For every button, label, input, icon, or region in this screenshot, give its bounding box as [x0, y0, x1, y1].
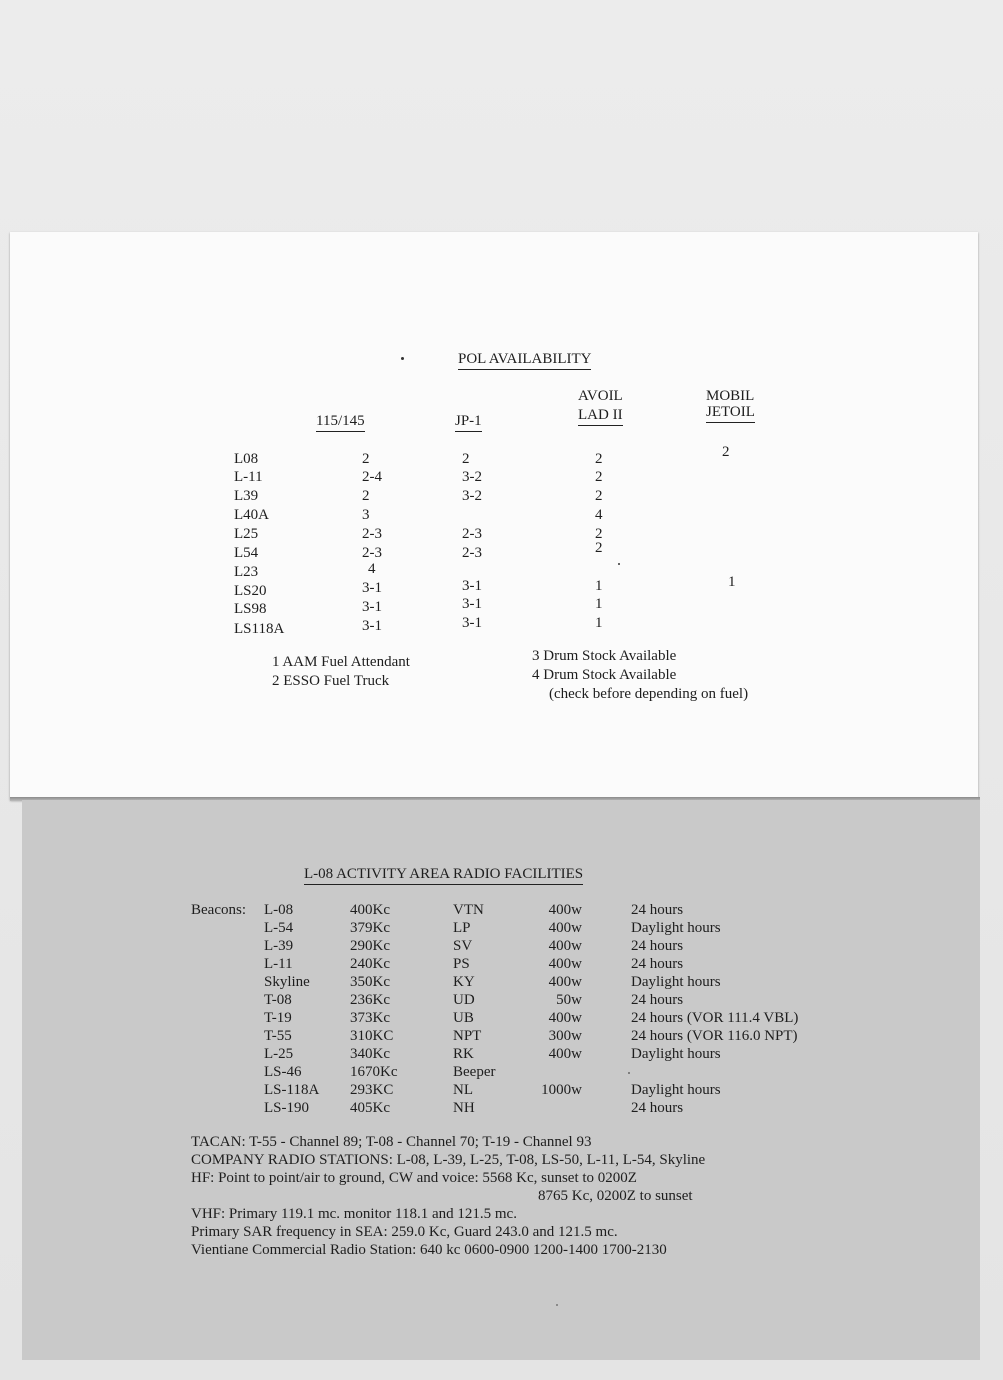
- pol-title: POL AVAILABILITY: [458, 351, 591, 370]
- avoil-cell: 2: [595, 488, 603, 504]
- jp1-cell: 2: [462, 451, 470, 467]
- avoil-cell: 1: [595, 578, 603, 594]
- site-cell: L-08: [264, 902, 294, 918]
- site-cell: LS-118A: [264, 1082, 320, 1098]
- site-cell: L40A: [234, 507, 269, 523]
- site-cell: T-55: [264, 1028, 292, 1044]
- avoil-cell: 1: [595, 596, 603, 612]
- mobil-cell: 2: [722, 444, 730, 460]
- hours-cell: 24 hours (VOR 116.0 NPT): [631, 1028, 798, 1044]
- avoil-cell: 2: [595, 540, 603, 556]
- ident-cell: SV: [453, 938, 473, 954]
- note-vientiane: Vientiane Commercial Radio Station: 640 kc 0600-0900 1200-1400 1700-2130: [191, 1242, 667, 1258]
- freq-cell: 400Kc: [350, 902, 390, 918]
- legend-note: (check before depending on fuel): [549, 686, 749, 702]
- freq-cell: 350Kc: [350, 974, 390, 990]
- site-cell: L-54: [264, 920, 294, 936]
- legend-item-3: 3 Drum Stock Available: [532, 648, 677, 664]
- hours-cell: 24 hours: [631, 902, 684, 918]
- col-header-mobil-line1: MOBIL: [706, 388, 755, 404]
- site-cell: T-08: [264, 992, 292, 1008]
- ident-cell: VTN: [453, 902, 484, 918]
- ink-dot: [556, 1304, 558, 1306]
- radio-title: L-08 ACTIVITY AREA RADIO FACILITIES: [304, 866, 583, 885]
- ident-cell: RK: [453, 1046, 474, 1062]
- c115-cell: 3-1: [362, 618, 382, 634]
- freq-cell: 290Kc: [350, 938, 390, 954]
- avoil-cell: 2: [595, 526, 603, 542]
- ident-cell: UD: [453, 992, 475, 1008]
- freq-cell: 240Kc: [350, 956, 390, 972]
- site-cell: LS-46: [264, 1064, 302, 1080]
- beacons-label: Beacons:: [191, 902, 246, 918]
- freq-cell: 310KC: [350, 1028, 394, 1044]
- ident-cell: NL: [453, 1082, 473, 1098]
- avoil-cell: 1: [595, 615, 603, 631]
- avoil-cell: 4: [595, 507, 603, 523]
- mobil-cell: 1: [728, 574, 736, 590]
- power-cell: 400w: [548, 902, 582, 918]
- jp1-cell: 3-2: [462, 469, 482, 485]
- avoil-cell: 2: [595, 451, 603, 467]
- site-cell: LS98: [234, 601, 267, 617]
- c115-cell: 2: [362, 488, 370, 504]
- site-cell: LS118A: [234, 621, 285, 637]
- site-cell: L25: [234, 526, 259, 542]
- power-cell: 400w: [548, 1010, 582, 1026]
- col-header-jp1: JP-1: [455, 413, 482, 432]
- note-sar: Primary SAR frequency in SEA: 259.0 Kc, Guard 243.0 and 121.5 mc.: [191, 1224, 618, 1240]
- freq-cell: 405Kc: [350, 1100, 390, 1116]
- site-cell: L23: [234, 564, 259, 580]
- site-cell: L-11: [264, 956, 293, 972]
- jp1-cell: 3-2: [462, 488, 482, 504]
- col-header-mobil-line2: JETOIL: [706, 404, 755, 423]
- site-cell: T-19: [264, 1010, 292, 1026]
- hours-cell: 24 hours: [631, 956, 684, 972]
- legend-item-4: 4 Drum Stock Available: [532, 667, 677, 683]
- power-cell: 400w: [548, 974, 582, 990]
- legend-item-1: 1 AAM Fuel Attendant: [272, 654, 410, 670]
- power-cell: 400w: [548, 938, 582, 954]
- legend-item-2: 2 ESSO Fuel Truck: [272, 673, 390, 689]
- jp1-cell: 3-1: [462, 615, 482, 631]
- freq-cell: 373Kc: [350, 1010, 390, 1026]
- hours-cell: 24 hours: [631, 1100, 684, 1116]
- site-cell: L39: [234, 488, 259, 504]
- ident-cell: UB: [453, 1010, 474, 1026]
- power-cell: 400w: [548, 956, 582, 972]
- c115-cell: 2: [362, 451, 370, 467]
- site-cell: L08: [234, 451, 259, 467]
- freq-cell: 236Kc: [350, 992, 390, 1008]
- ident-cell: NPT: [453, 1028, 482, 1044]
- ink-dot: [628, 1072, 630, 1074]
- site-cell: LS-190: [264, 1100, 309, 1116]
- note-vhf: VHF: Primary 119.1 mc. monitor 118.1 and 121.5 mc.: [191, 1206, 517, 1222]
- note-company-radio: COMPANY RADIO STATIONS: L-08, L-39, L-25, T-08, LS-50, L-11, L-54, Skyline: [191, 1152, 706, 1168]
- ident-cell: NH: [453, 1100, 475, 1116]
- site-cell: LS20: [234, 583, 267, 599]
- col-header-avoil-line2: LAD II: [578, 407, 623, 426]
- ink-dot: [401, 357, 404, 360]
- hours-cell: 24 hours (VOR 111.4 VBL): [631, 1010, 799, 1026]
- power-cell: 50w: [556, 992, 582, 1008]
- jp1-cell: 3-1: [462, 578, 482, 594]
- c115-cell: 2-3: [362, 545, 382, 561]
- hours-cell: Daylight hours: [631, 974, 721, 990]
- hours-cell: Daylight hours: [631, 920, 721, 936]
- col-header-115-145: 115/145: [316, 413, 365, 432]
- power-cell: 400w: [548, 920, 582, 936]
- power-cell: 300w: [548, 1028, 582, 1044]
- ink-dot: [618, 563, 620, 565]
- hours-cell: 24 hours: [631, 992, 684, 1008]
- c115-cell: 2-3: [362, 526, 382, 542]
- c115-cell: 4: [368, 561, 376, 577]
- ident-cell: KY: [453, 974, 475, 990]
- power-cell: 1000w: [541, 1082, 582, 1098]
- jp1-cell: 2-3: [462, 545, 482, 561]
- hours-cell: Daylight hours: [631, 1046, 721, 1062]
- ident-cell: LP: [453, 920, 471, 936]
- hours-cell: 24 hours: [631, 938, 684, 954]
- col-header-avoil-line1: AVOIL: [578, 388, 623, 404]
- ident-cell: Beeper: [453, 1064, 496, 1080]
- c115-cell: 3-1: [362, 580, 382, 596]
- c115-cell: 3-1: [362, 599, 382, 615]
- avoil-cell: 2: [595, 469, 603, 485]
- site-cell: L54: [234, 545, 259, 561]
- hours-cell: Daylight hours: [631, 1082, 721, 1098]
- site-cell: L-11: [234, 469, 263, 485]
- ident-cell: PS: [453, 956, 470, 972]
- jp1-cell: 3-1: [462, 596, 482, 612]
- freq-cell: 340Kc: [350, 1046, 390, 1062]
- site-cell: L-25: [264, 1046, 294, 1062]
- jp1-cell: 2-3: [462, 526, 482, 542]
- upper-page: [10, 232, 978, 800]
- freq-cell: 293KC: [350, 1082, 394, 1098]
- note-hf: HF: Point to point/air to ground, CW and voice: 5568 Kc, sunset to 0200Z: [191, 1170, 637, 1186]
- c115-cell: 2-4: [362, 469, 382, 485]
- note-hf-second: 8765 Kc, 0200Z to sunset: [538, 1188, 693, 1204]
- freq-cell: 379Kc: [350, 920, 390, 936]
- c115-cell: 3: [362, 507, 370, 523]
- power-cell: 400w: [548, 1046, 582, 1062]
- site-cell: L-39: [264, 938, 294, 954]
- site-cell: Skyline: [264, 974, 310, 990]
- note-tacan: TACAN: T-55 - Channel 89; T-08 - Channel 70; T-19 - Channel 93: [191, 1134, 592, 1150]
- freq-cell: 1670Kc: [350, 1064, 398, 1080]
